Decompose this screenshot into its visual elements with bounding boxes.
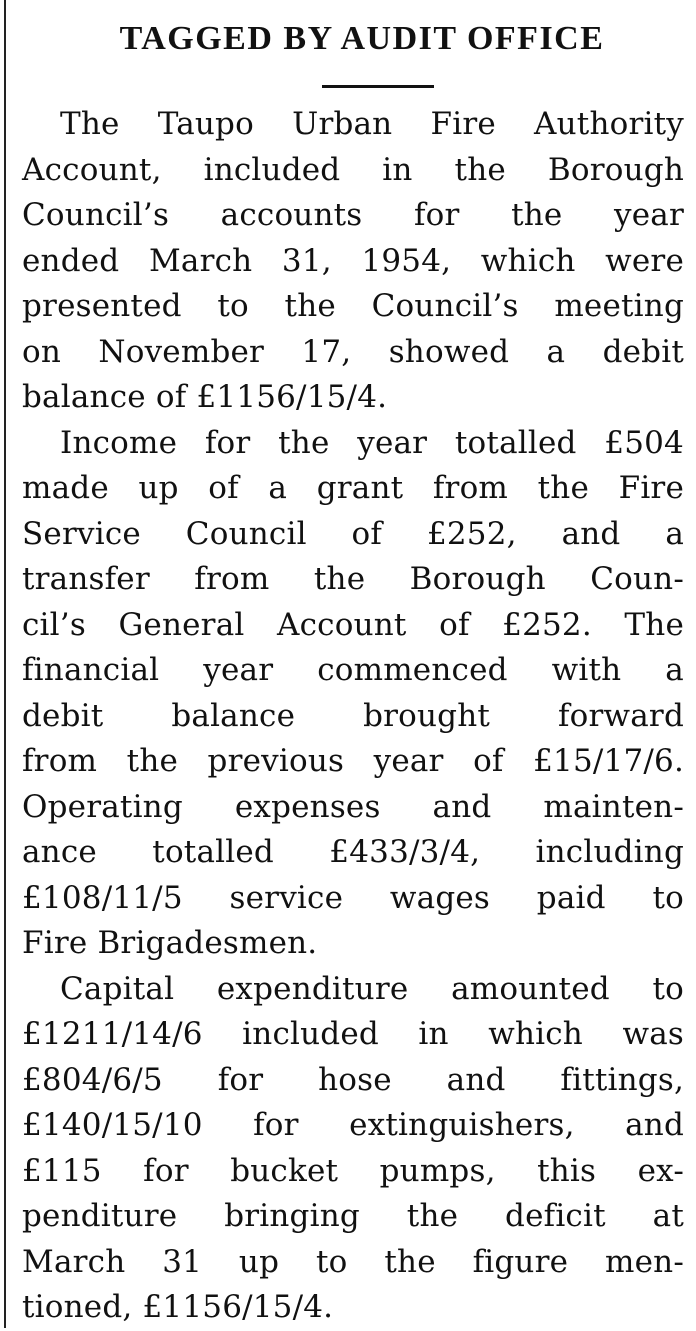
paragraph-line: made up of a grant from the Fire bbox=[22, 470, 684, 506]
paragraph-line: £804/6/5 for hose and fittings, bbox=[22, 1061, 684, 1098]
paragraph-line: £115 for bucket pumps, this ex- bbox=[22, 1152, 684, 1189]
article-paragraph-3 bbox=[22, 967, 684, 1331]
column-left-rule bbox=[4, 0, 6, 1328]
paragraph-line: Operating expenses and mainten- bbox=[22, 788, 684, 825]
paragraph-line: penditure bringing the deficit at bbox=[22, 1198, 684, 1234]
paragraph-line: on November 17, showed a debit bbox=[22, 333, 684, 370]
paragraph-line: Service Council of £252, and a bbox=[22, 515, 684, 552]
paragraph-line: £1211/14/6 included in which was bbox=[22, 1016, 684, 1052]
paragraph-line: cil’s General Account of £252. The bbox=[22, 606, 684, 643]
paragraph-line: debit balance brought forward bbox=[22, 697, 684, 734]
article-paragraph-2 bbox=[22, 421, 684, 967]
article-headline: TAGGED BY AUDIT OFFICE bbox=[119, 20, 605, 57]
paragraph-line: ance totalled £433/3/4, including bbox=[22, 834, 684, 870]
article-paragraph-1 bbox=[22, 102, 684, 421]
paragraph-line: financial year commenced with a bbox=[22, 652, 684, 688]
paragraph-line: March 31 up to the figure men- bbox=[22, 1243, 684, 1280]
paragraph-line: transfer from the Borough Coun- bbox=[22, 561, 684, 597]
headline-separator-rule bbox=[322, 85, 434, 88]
paragraph-line: from the previous year of £15/17/6. bbox=[22, 743, 684, 779]
paragraph-line: presented to the Council’s meeting bbox=[22, 288, 684, 324]
paragraph-line: Council’s accounts for the year bbox=[22, 197, 684, 233]
paragraph-line: tioned, £1156/15/4. bbox=[22, 1289, 334, 1325]
paragraph-line: Fire Brigadesmen. bbox=[22, 925, 318, 961]
paragraph-line: The Taupo Urban Fire Authority bbox=[60, 106, 684, 142]
paragraph-line: Account, included in the Borough bbox=[22, 151, 684, 188]
paragraph-line: balance of £1156/15/4. bbox=[22, 379, 388, 415]
news-article bbox=[22, 0, 684, 1331]
paragraph-line: Capital expenditure amounted to bbox=[60, 970, 684, 1007]
paragraph-line: Income for the year totalled £504 bbox=[60, 424, 684, 461]
paragraph-line: £140/15/10 for extinguishers, and bbox=[22, 1107, 684, 1143]
paragraph-line: ended March 31, 1954, which were bbox=[22, 242, 684, 279]
paragraph-line: £108/11/5 service wages paid to bbox=[22, 879, 684, 916]
